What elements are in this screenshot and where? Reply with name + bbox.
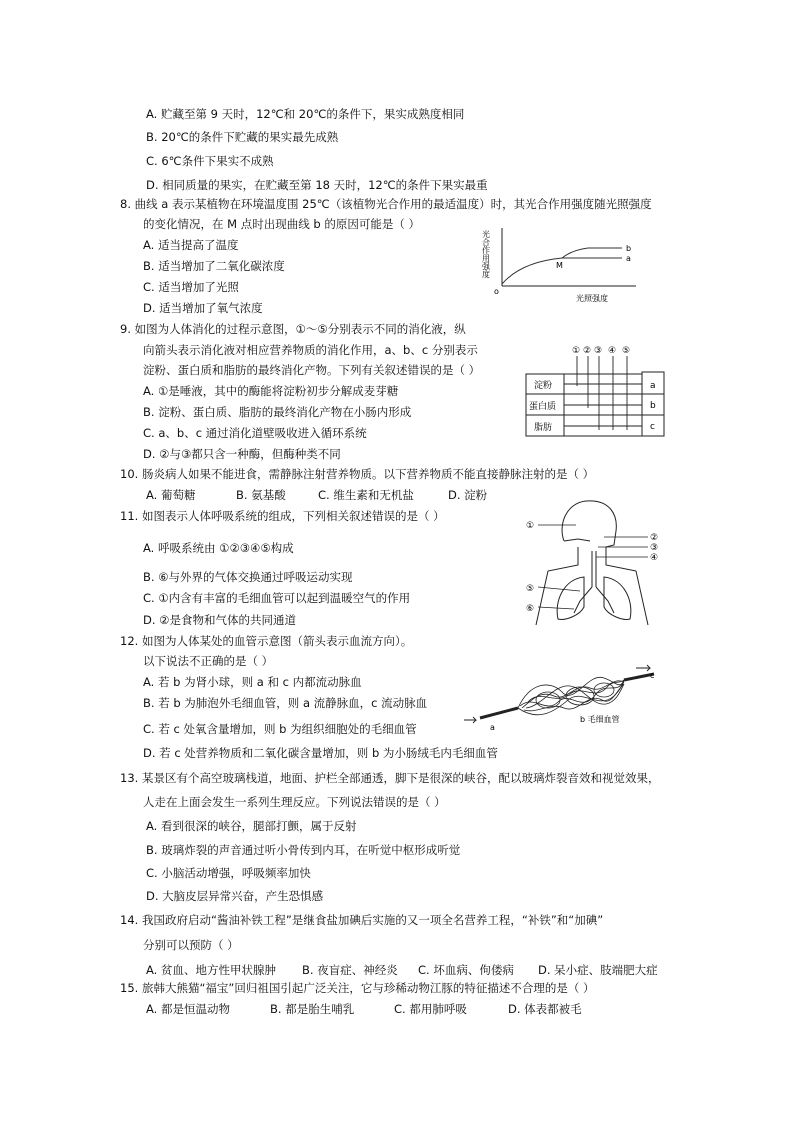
q13-option-c: C. 小脑活动增强，呼吸频率加快	[146, 866, 311, 880]
q8-origin: o	[494, 287, 499, 296]
q11-option-c: C. ①内含有丰富的毛细血管可以起到温暖空气的作用	[143, 591, 411, 605]
q14-option-a: A. 贫血、地方性甲状腺肿	[146, 963, 276, 977]
q14-stem-line1: 14. 我国政府启动“酱油补铁工程”是继食盐加碘后实施的又一项全名营养工程，“补铁”和“加碘”	[120, 913, 604, 927]
q13-stem-line1: 13. 某景区有个高空玻璃栈道，地面、护栏全部通透，脚下是很深的峡谷，配以玻璃炸裂音效和视觉效果，	[120, 771, 660, 785]
q8-point-m: M	[556, 261, 563, 270]
q9-row-protein: 蛋白质	[529, 402, 557, 412]
q14-option-d: D. 呆小症、肢端肥大症	[538, 963, 658, 977]
q9-row-fat: 脂肪	[534, 423, 553, 433]
q8-stem-line1: 8. 曲线 a 表示某植物在环境温度围 25℃（该植物光合作用的最适温度）时，其光合作用强度随光照强度	[120, 197, 652, 211]
q8-ylabel: 光合作用强度	[481, 230, 491, 278]
q12-stem-line2: 以下说法不正确的是（ ）	[143, 654, 274, 668]
q13-option-a: A. 看到很深的峡谷，腿部打颤，属于反射	[146, 819, 357, 833]
q9-num-5: ⑤	[622, 346, 631, 356]
photosynthesis-curve-figure	[476, 224, 646, 304]
q13-option-d: D. 大脑皮层异常兴奋，产生恐惧感	[146, 889, 324, 903]
q8-option-a: A. 适当提高了温度	[143, 238, 239, 252]
q8-label-a: a	[626, 254, 631, 263]
q9-stem-line3: 淀粉、蛋白质和脂肪的最终消化产物。下列有关叙述错误的是（ ）	[143, 363, 481, 377]
q9-product-b: b	[650, 401, 656, 411]
q12-option-a: A. 若 b 为肾小球，则 a 和 c 内都流动脉血	[143, 675, 362, 689]
q11-stem: 11. 如图表示人体呼吸系统的组成，下列相关叙述错误的是（ ）	[120, 509, 445, 523]
curve-b	[562, 248, 622, 258]
q12-label-a: a	[490, 723, 495, 730]
q15-option-c: C. 都用肺呼吸	[394, 1002, 467, 1016]
q11-label-4: ④	[650, 553, 659, 563]
q10-option-a: A. 葡萄糖	[146, 488, 196, 502]
q8-stem-line2: 的变化情况，在 M 点时出现曲线 b 的原因可能是（ ）	[143, 217, 420, 231]
q9-stem-line1: 9. 如图为人体消化的过程示意图，①～⑤分别表示不同的消化液，纵	[120, 322, 466, 336]
q12-option-d: D. 若 c 处营养物质和二氧化碳含量增加，则 b 为小肠绒毛内毛细血管	[143, 746, 498, 760]
q11-label-6: ⑥	[526, 604, 535, 614]
q10-option-b: B. 氨基酸	[236, 488, 286, 502]
q14-option-c: C. 坏血病、佝偻病	[418, 963, 514, 977]
q11-option-a: A. 呼吸系统由 ①②③④⑤构成	[143, 541, 294, 555]
q9-num-3: ③	[594, 346, 603, 356]
q9-option-b: B. 淀粉、蛋白质、脂肪的最终消化产物在小肠内形成	[143, 405, 412, 419]
q9-num-1: ①	[572, 346, 581, 356]
q9-option-a: A. ①是唾液，其中的酶能将淀粉初步分解成麦芽糖	[143, 384, 399, 398]
q12-label-c: c	[650, 671, 655, 680]
q12-option-b: B. 若 b 为肺泡外毛细血管，则 a 流静脉血，c 流动脉血	[143, 696, 428, 710]
q11-option-d: D. ②是食物和气体的共同通道	[143, 613, 296, 627]
q9-product-a: a	[650, 381, 656, 391]
q15-option-d: D. 体表都被毛	[508, 1002, 582, 1016]
q12-stem-line1: 12. 如图为人体某处的血管示意图（箭头表示血流方向）。	[120, 634, 413, 648]
q7-option-b: B. 20℃的条件下贮藏的果实最先成熟	[146, 130, 339, 144]
q10-option-d: D. 淀粉	[448, 488, 488, 502]
respiratory-system-diagram	[518, 495, 668, 630]
q11-label-5: ⑤	[526, 584, 535, 594]
arrow-out-icon	[636, 665, 650, 671]
q9-num-2: ②	[583, 346, 592, 356]
capillary-diagram	[458, 662, 662, 730]
q13-option-b: B. 玻璃炸裂的声音通过听小骨传到内耳，在听觉中枢形成听觉	[146, 843, 461, 857]
q11-label-2: ②	[650, 533, 659, 543]
q12-label-b: b 毛细血管	[580, 715, 620, 724]
q8-option-d: D. 适当增加了氧气浓度	[143, 301, 263, 315]
q10-stem: 10. 肠炎病人如果不能进食，需静脉注射营养物质。以下营养物质不能直接静脉注射的是（ ）	[120, 467, 595, 481]
q7-option-d: D. 相同质量的果实，在贮藏至第 18 天时，12℃的条件下果实最重	[146, 178, 488, 192]
q14-option-b: B. 夜盲症、神经炎	[302, 963, 398, 977]
q12-option-c: C. 若 c 处氧含量增加，则 b 为组织细胞处的毛细血管	[143, 722, 417, 736]
q7-option-a: A. 贮藏至第 9 天时，12℃和 20℃的条件下，果实成熟度相同	[146, 107, 465, 121]
q13-stem-line2: 人走在上面会发生一系列生理反应。下列说法错误的是（ ）	[143, 795, 446, 809]
q9-num-4: ④	[608, 346, 617, 356]
q11-label-3: ③	[650, 543, 659, 553]
q9-product-c: c	[650, 422, 655, 432]
q8-option-b: B. 适当增加了二氧化碳浓度	[143, 259, 285, 273]
q14-stem-line2: 分别可以预防（ ）	[143, 938, 239, 952]
q8-label-b: b	[626, 244, 632, 253]
q9-option-d: D. ②与③都只含一种酶，但酶种类不同	[143, 447, 341, 461]
digestion-diagram	[522, 342, 672, 442]
q15-option-a: A. 都是恒温动物	[146, 1002, 230, 1016]
q11-label-1: ①	[526, 521, 535, 531]
q10-option-c: C. 维生素和无机盐	[318, 488, 414, 502]
q8-xlabel: 光照强度	[576, 294, 608, 303]
q11-option-b: B. ⑥与外界的气体交换通过呼吸运动实现	[143, 570, 353, 584]
q15-stem: 15. 旅韩大熊猫“福宝”回归祖国引起广泛关注，它与珍稀动物江豚的特征描述不合理的是（ ）	[120, 981, 595, 995]
q15-option-b: B. 都是胎生哺乳	[270, 1002, 355, 1016]
q9-stem-line2: 向箭头表示消化液对相应营养物质的消化作用，a、b、c 分别表示	[143, 343, 478, 357]
q8-option-c: C. 适当增加了光照	[143, 280, 239, 294]
arrow-in-icon	[464, 717, 476, 723]
q9-option-c: C. a、b、c 通过消化道壁吸收进入循环系统	[143, 426, 367, 440]
q9-row-starch: 淀粉	[534, 381, 553, 391]
q7-option-c: C. 6℃条件下果实不成熟	[146, 154, 274, 168]
